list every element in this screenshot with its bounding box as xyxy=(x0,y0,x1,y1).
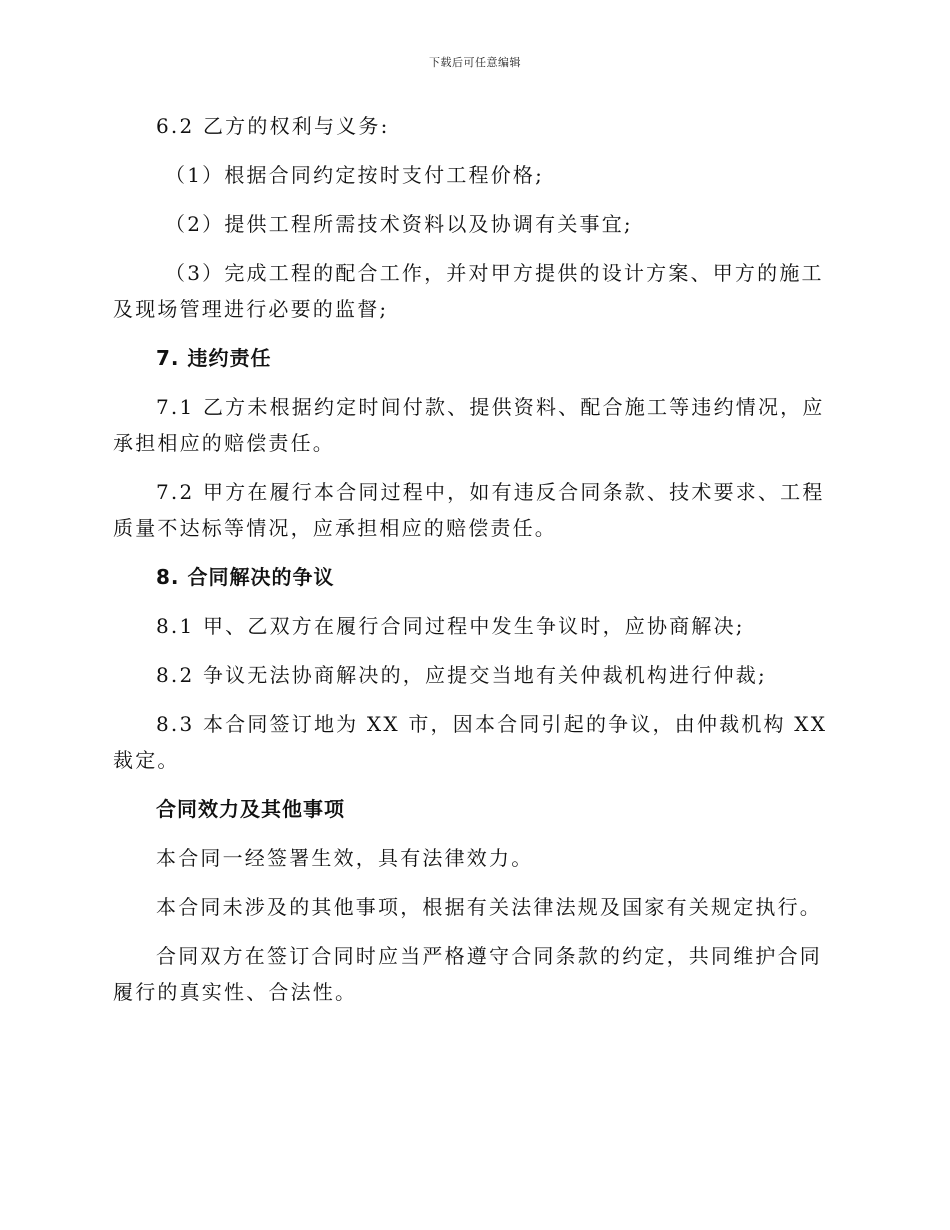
section-6-2-title: 6.2 乙方的权利与义务: xyxy=(156,114,390,138)
section-6-2-item-2: （2）提供工程所需技术资料以及协调有关事宜; xyxy=(165,212,633,236)
section-7-2: 7.2 甲方在履行本合同过程中，如有违反合同条款、技术要求、工程质量不达标等情况，应承担相应的赔偿责任。 xyxy=(113,480,825,540)
section-9-heading: 合同效力及其他事项 xyxy=(156,797,345,821)
section-9-3: 合同双方在签订合同时应当严格遵守合同条款的约定，共同维护合同履行的真实性、合法性。 xyxy=(113,944,822,1004)
section-8-3: 8.3 本合同签订地为 XX 市，因本合同引起的争议，由仲裁机构 XX 裁定。 xyxy=(113,712,828,772)
section-8-heading: 8. 合同解决的争议 xyxy=(156,565,335,589)
section-6-2-item-1: （1）根据合同约定按时支付工程价格; xyxy=(165,163,545,187)
section-9-2: 本合同未涉及的其他事项，根据有关法律法规及国家有关规定执行。 xyxy=(156,895,822,919)
section-6-2-item-3: （3）完成工程的配合工作，并对甲方提供的设计方案、甲方的施工及现场管理进行必要的监督; xyxy=(113,261,824,321)
page-header-note: 下载后可任意编辑 xyxy=(429,56,521,69)
section-7-1: 7.1 乙方未根据约定时间付款、提供资料、配合施工等违约情况，应承担相应的赔偿责任。 xyxy=(113,395,825,455)
section-8-1: 8.1 甲、乙双方在履行合同过程中发生争议时，应协商解决; xyxy=(156,614,745,638)
document-body xyxy=(113,108,839,1023)
section-8-2: 8.2 争议无法协商解决的，应提交当地有关仲裁机构进行仲裁; xyxy=(156,663,767,687)
section-7-heading: 7. 违约责任 xyxy=(156,346,272,370)
section-9-1: 本合同一经签署生效，具有法律效力。 xyxy=(156,846,534,870)
